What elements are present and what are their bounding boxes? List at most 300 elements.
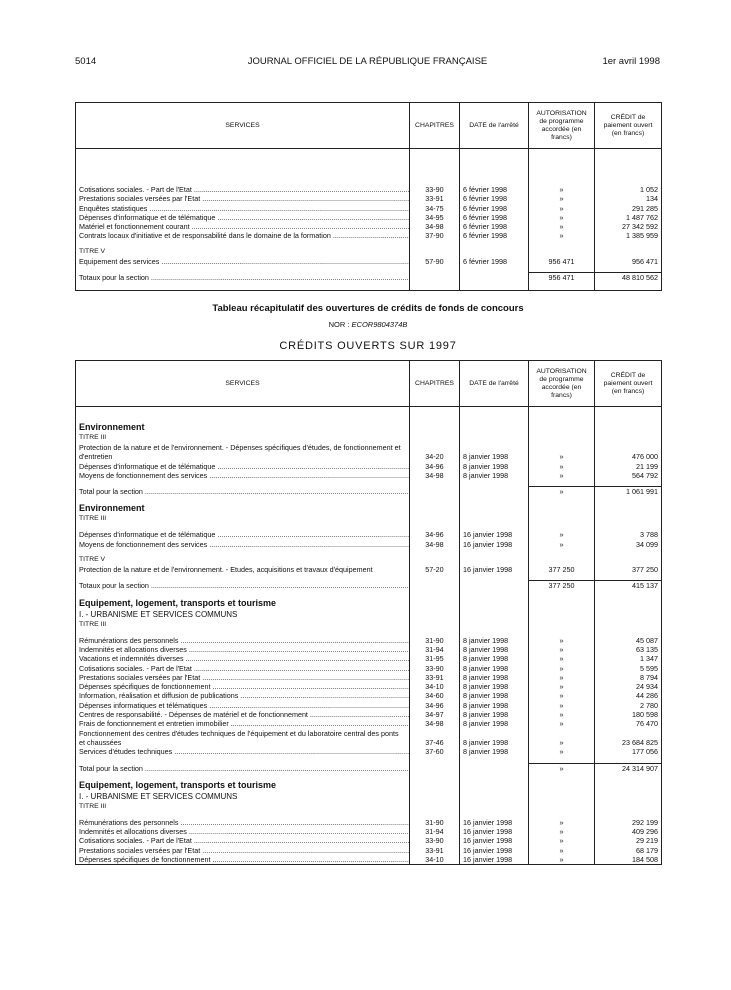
total-autorisation: » (529, 487, 595, 497)
empty-cell (410, 779, 460, 791)
empty-cell (410, 149, 460, 186)
date-cell: 16 janvier 1998 (460, 827, 529, 836)
credit-cell: 476 000 (595, 443, 662, 462)
section-heading-row (76, 421, 662, 433)
chapitre-cell: 34-60 (410, 691, 460, 700)
table-row (76, 185, 662, 194)
date-cell: 6 février 1998 (460, 213, 529, 222)
section-heading: Environnement (79, 503, 145, 514)
credit-cell: 377 250 (595, 565, 662, 574)
service-label: Centres de responsabilité. - Dépenses de matériel et de fonctionnement ..... (79, 710, 410, 719)
col-services: SERVICES (76, 361, 410, 407)
empty-cell (460, 407, 529, 422)
col-date: DATE de l'arrêté (460, 361, 529, 407)
chapitre-cell: 34-98 (410, 471, 460, 480)
empty-cell (410, 273, 460, 283)
chapitre-cell: 33-91 (410, 194, 460, 203)
empty-cell (410, 407, 460, 422)
service-cell (76, 710, 410, 719)
table-row (76, 682, 662, 691)
chapitre-cell: 37-60 (410, 747, 460, 756)
chapitre-cell: 34-75 (410, 204, 460, 213)
titre-heading: TITRE III (79, 434, 107, 441)
chapitre-cell: 34-95 (410, 213, 460, 222)
service-cell (76, 471, 410, 480)
chapitre-cell: 31-95 (410, 654, 460, 663)
credit-cell: 184 508 (595, 855, 662, 865)
total-row (76, 487, 662, 497)
empty-cell (460, 149, 529, 186)
empty-cell (529, 597, 595, 609)
table-row (76, 204, 662, 213)
service-cell (76, 185, 410, 194)
empty-cell (529, 620, 595, 630)
empty-cell (595, 555, 662, 565)
chapitre-cell: 34-96 (410, 701, 460, 710)
credit-cell: 292 199 (595, 818, 662, 827)
chapitre-cell: 31-94 (410, 645, 460, 654)
total-label-cell (76, 273, 410, 283)
date-cell: 8 janvier 1998 (460, 682, 529, 691)
credit-cell: 45 087 (595, 636, 662, 645)
table-row (76, 443, 662, 462)
service-cell (76, 691, 410, 700)
empty-cell (460, 247, 529, 257)
chapitre-cell: 34-10 (410, 682, 460, 691)
empty-cell (595, 791, 662, 802)
empty-cell (76, 282, 410, 291)
credit-cell: 76 470 (595, 719, 662, 728)
chapitre-cell: 34-20 (410, 443, 460, 462)
empty-cell (595, 514, 662, 524)
date-cell: 8 janvier 1998 (460, 443, 529, 462)
service-label: Dépenses spécifiques de fonctionnement ..... (79, 682, 410, 691)
titre-heading-row (76, 247, 662, 257)
chapitre-cell: 33-91 (410, 673, 460, 682)
service-cell (76, 827, 410, 836)
table-row (76, 701, 662, 710)
service-cell (76, 673, 410, 682)
total-label: Total pour la section ..... (79, 487, 410, 496)
spacer-row (76, 407, 662, 422)
total-label-cell (76, 487, 410, 497)
credit-cell: 21 199 (595, 462, 662, 471)
titre-heading: TITRE V (79, 556, 106, 564)
total-label-cell (76, 581, 410, 591)
titre-heading: TITRE III (79, 802, 107, 810)
empty-cell (410, 433, 460, 443)
table-row (76, 747, 662, 756)
tableau-title: Tableau récapitulatif des ouvertures de crédits de fonds de concours (212, 303, 524, 314)
service-label: Moyens de fonctionnement des services ..... (79, 540, 410, 549)
service-cell (76, 818, 410, 827)
date-cell: 8 janvier 1998 (460, 710, 529, 719)
date-cell: 8 janvier 1998 (460, 673, 529, 682)
empty-cell (529, 555, 595, 565)
service-label: Contrats locaux d'initiative et de responsabilité dans le domaine de la formation ..... (79, 231, 410, 240)
empty-cell (529, 407, 595, 422)
table-row (76, 673, 662, 682)
service-label: Dépenses d'informatique et de télématique ..... (79, 213, 410, 222)
total-label: Totaux pour la section ..... (79, 273, 410, 282)
empty-cell (460, 791, 529, 802)
credit-cell: 409 296 (595, 827, 662, 836)
autorisation-cell: » (529, 222, 595, 231)
service-cell (76, 836, 410, 845)
total-row (76, 273, 662, 283)
service-label: Dépenses d'informatique et de télématique ..... (79, 462, 410, 471)
table-row (76, 257, 662, 266)
credit-cell: 2 780 (595, 701, 662, 710)
credit-cell: 564 792 (595, 471, 662, 480)
empty-cell (460, 421, 529, 433)
empty-cell (595, 149, 662, 186)
service-label: Enquêtes statistiques ..... (79, 204, 410, 213)
autorisation-cell: » (529, 185, 595, 194)
date-cell: 16 janvier 1998 (460, 836, 529, 845)
service-label: Indemnités et allocations diverses ..... (79, 827, 410, 836)
credit-cell: 1 487 762 (595, 213, 662, 222)
autorisation-cell: » (529, 747, 595, 756)
empty-cell (460, 514, 529, 524)
service-cell (76, 222, 410, 231)
empty-cell (410, 555, 460, 565)
nor-label: NOR : (328, 320, 350, 329)
empty-cell (529, 609, 595, 620)
date-cell: 6 février 1998 (460, 204, 529, 213)
table-row (76, 691, 662, 700)
empty-cell (410, 282, 460, 291)
chapitre-cell: 31-90 (410, 636, 460, 645)
autorisation-cell: 377 250 (529, 565, 595, 574)
service-cell (76, 729, 410, 748)
date-cell: 6 février 1998 (460, 194, 529, 203)
date-cell: 16 janvier 1998 (460, 846, 529, 855)
total-credit: 1 061 991 (595, 487, 662, 497)
col-date: DATE de l'arrêté (460, 103, 529, 149)
table-row (76, 719, 662, 728)
empty-cell (529, 282, 595, 291)
service-label: Prestations sociales versées par l'Etat ..... (79, 846, 410, 855)
total-autorisation: 956 471 (529, 273, 595, 283)
credit-cell: 291 285 (595, 204, 662, 213)
col-services: SERVICES (76, 103, 410, 149)
subsection-heading: I. - URBANISME ET SERVICES COMMUNS (79, 609, 238, 619)
section-heading-row (76, 597, 662, 609)
service-label: Fonctionnement des centres d'études techniques de l'équipement et du laboratoire central des ponts et chaussées (79, 728, 399, 747)
date-cell: 8 janvier 1998 (460, 654, 529, 663)
empty-cell (595, 282, 662, 291)
chapitre-cell: 37-46 (410, 729, 460, 748)
credit-cell: 177 056 (595, 747, 662, 756)
date-cell: 8 janvier 1998 (460, 471, 529, 480)
issue-date: 1er avril 1998 (602, 56, 660, 67)
autorisation-cell: 956 471 (529, 257, 595, 266)
service-cell (76, 194, 410, 203)
credit-cell: 1 052 (595, 185, 662, 194)
table-row (76, 565, 662, 574)
empty-cell (410, 620, 460, 630)
empty-cell (595, 247, 662, 257)
credit-cell: 180 598 (595, 710, 662, 719)
autorisation-cell: » (529, 701, 595, 710)
autorisation-cell: » (529, 836, 595, 845)
subsection-heading: I. - URBANISME ET SERVICES COMMUNS (79, 791, 238, 801)
autorisation-cell: » (529, 213, 595, 222)
credits-title: CRÉDITS OUVERTS SUR 1997 (279, 340, 457, 352)
service-label: Protection de la nature et de l'environnement. - Dépenses spécifiques d'études, de fonctionnement et d'entretien (79, 443, 401, 462)
autorisation-cell: » (529, 443, 595, 462)
service-cell (76, 719, 410, 728)
chapitre-cell: 31-90 (410, 818, 460, 827)
service-label: Cotisations sociales. - Part de l'Etat ..... (79, 836, 410, 845)
service-label: Matériel et fonctionnement courant ..... (79, 222, 410, 231)
table-row (76, 462, 662, 471)
empty-cell (529, 779, 595, 791)
titre-heading-row (76, 555, 662, 565)
col-credit: CRÉDIT de paiement ouvert (en francs) (595, 103, 662, 149)
empty-cell (460, 802, 529, 812)
table-row (76, 530, 662, 539)
service-label: Indemnités et allocations diverses ..... (79, 645, 410, 654)
section-heading-row (76, 502, 662, 514)
service-cell (76, 204, 410, 213)
autorisation-cell: » (529, 855, 595, 865)
autorisation-cell: » (529, 530, 595, 539)
service-cell (76, 747, 410, 756)
credit-cell: 134 (595, 194, 662, 203)
credit-cell: 5 595 (595, 664, 662, 673)
empty-cell (460, 597, 529, 609)
credit-cell: 29 219 (595, 836, 662, 845)
service-cell (76, 682, 410, 691)
date-cell: 8 janvier 1998 (460, 636, 529, 645)
titre-heading: TITRE III (79, 620, 107, 628)
empty-cell (460, 581, 529, 591)
empty-cell (460, 433, 529, 443)
service-cell (76, 846, 410, 855)
chapitre-cell: 31-94 (410, 827, 460, 836)
empty-cell (460, 620, 529, 630)
credit-cell: 3 788 (595, 530, 662, 539)
autorisation-cell: » (529, 194, 595, 203)
empty-cell (410, 791, 460, 802)
credit-cell: 8 794 (595, 673, 662, 682)
subsection-heading-row (76, 609, 662, 620)
service-label: Dépenses d'informatique et de télématique ..... (79, 530, 410, 539)
table-row (76, 664, 662, 673)
page-header (75, 56, 660, 70)
table-row (76, 855, 662, 865)
autorisation-cell: » (529, 231, 595, 240)
autorisation-cell: » (529, 204, 595, 213)
titre-heading-row (76, 433, 662, 443)
service-label: Equipement des services ..... (79, 257, 410, 266)
total-autorisation: » (529, 763, 595, 773)
titre-heading-row (76, 620, 662, 630)
empty-cell (595, 433, 662, 443)
empty-cell (410, 247, 460, 257)
table-row (76, 540, 662, 549)
empty-cell (410, 487, 460, 497)
service-cell (76, 855, 410, 865)
section-heading: Equipement, logement, transports et tourisme (79, 779, 277, 790)
service-label: Prestations sociales versées par l'Etat ..... (79, 673, 410, 682)
autorisation-cell: » (529, 710, 595, 719)
chapitre-cell: 34-96 (410, 530, 460, 539)
service-cell (76, 636, 410, 645)
total-autorisation: 377 250 (529, 581, 595, 591)
credit-cell: 68 179 (595, 846, 662, 855)
service-cell (76, 231, 410, 240)
date-cell: 8 janvier 1998 (460, 719, 529, 728)
autorisation-cell: » (529, 846, 595, 855)
autorisation-cell: » (529, 471, 595, 480)
empty-cell (529, 502, 595, 514)
table-row (76, 827, 662, 836)
subsection-heading-row (76, 791, 662, 802)
autorisation-cell: » (529, 682, 595, 691)
empty-cell (410, 502, 460, 514)
empty-cell (595, 802, 662, 812)
credit-cell: 27 342 592 (595, 222, 662, 231)
titre-heading-row (76, 514, 662, 524)
service-label: Dépenses spécifiques de fonctionnement ..... (79, 855, 410, 864)
total-row (76, 763, 662, 773)
date-cell: 8 janvier 1998 (460, 462, 529, 471)
credit-cell: 34 099 (595, 540, 662, 549)
autorisation-cell: » (529, 818, 595, 827)
service-cell (76, 701, 410, 710)
table-row (76, 836, 662, 845)
service-cell (76, 565, 410, 574)
service-label: Vacations et indemnités diverses ..... (79, 654, 410, 663)
service-label: Rémunérations des personnels ..... (79, 636, 410, 645)
autorisation-cell: » (529, 645, 595, 654)
autorisation-cell: » (529, 827, 595, 836)
date-cell: 6 février 1998 (460, 257, 529, 266)
date-cell: 8 janvier 1998 (460, 729, 529, 748)
total-label: Total pour la section ..... (79, 764, 410, 773)
autorisation-cell: » (529, 719, 595, 728)
chapitre-cell: 34-98 (410, 540, 460, 549)
empty-cell (410, 581, 460, 591)
service-label: Services d'études techniques ..... (79, 747, 410, 756)
credit-cell: 24 934 (595, 682, 662, 691)
titre-heading-row (76, 802, 662, 812)
empty-cell (410, 802, 460, 812)
table-row (76, 636, 662, 645)
empty-cell (76, 407, 410, 422)
total-credit: 24 314 907 (595, 763, 662, 773)
empty-cell (410, 514, 460, 524)
autorisation-cell: » (529, 673, 595, 682)
empty-cell (460, 282, 529, 291)
date-cell: 16 janvier 1998 (460, 818, 529, 827)
table-row (76, 654, 662, 663)
autorisation-cell: » (529, 540, 595, 549)
chapitre-cell: 33-90 (410, 185, 460, 194)
empty-cell (410, 597, 460, 609)
empty-cell (595, 597, 662, 609)
empty-cell (529, 421, 595, 433)
total-label: Totaux pour la section ..... (79, 581, 410, 590)
empty-cell (595, 502, 662, 514)
service-cell (76, 257, 410, 266)
chapitre-cell: 33-91 (410, 846, 460, 855)
credit-cell: 956 471 (595, 257, 662, 266)
empty-cell (595, 620, 662, 630)
nor-reference (75, 320, 661, 329)
credit-cell: 1 385 959 (595, 231, 662, 240)
empty-cell (595, 407, 662, 422)
service-cell (76, 664, 410, 673)
col-chapitres: CHAPITRES (410, 103, 460, 149)
credit-cell: 44 286 (595, 691, 662, 700)
empty-cell (529, 247, 595, 257)
date-cell: 6 février 1998 (460, 222, 529, 231)
service-cell (76, 530, 410, 539)
empty-cell (410, 609, 460, 620)
autorisation-cell: » (529, 691, 595, 700)
service-label: Dépenses informatiques et télématiques ..... (79, 701, 410, 710)
empty-cell (410, 763, 460, 773)
empty-cell (529, 433, 595, 443)
chapitre-cell: 57-90 (410, 257, 460, 266)
col-chapitres: CHAPITRES (410, 361, 460, 407)
date-cell: 8 janvier 1998 (460, 691, 529, 700)
chapitre-cell: 34-10 (410, 855, 460, 865)
table-credits-2 (75, 360, 662, 865)
empty-cell (595, 421, 662, 433)
service-cell (76, 462, 410, 471)
service-cell (76, 443, 410, 462)
empty-cell (410, 421, 460, 433)
chapitre-cell: 33-90 (410, 836, 460, 845)
empty-cell (460, 763, 529, 773)
table-row (76, 645, 662, 654)
nor-code: ECOR9804374B (351, 320, 408, 329)
table-row (76, 710, 662, 719)
service-label: Prestations sociales versées par l'Etat ..... (79, 194, 410, 203)
empty-cell (595, 779, 662, 791)
empty-cell (460, 502, 529, 514)
empty-cell (460, 609, 529, 620)
date-cell: 8 janvier 1998 (460, 701, 529, 710)
service-label: Rémunérations des personnels ..... (79, 818, 410, 827)
service-label: Cotisations sociales. - Part de l'Etat ..... (79, 664, 410, 673)
table-row (76, 471, 662, 480)
total-credit: 48 810 562 (595, 273, 662, 283)
col-credit: CRÉDIT de paiement ouvert (en francs) (595, 361, 662, 407)
service-cell (76, 213, 410, 222)
table-row (76, 213, 662, 222)
empty-cell (460, 487, 529, 497)
empty-cell (529, 149, 595, 186)
empty-cell (595, 609, 662, 620)
service-label: Cotisations sociales. - Part de l'Etat ..... (79, 185, 410, 194)
date-cell: 16 janvier 1998 (460, 530, 529, 539)
section-heading: Equipement, logement, transports et tourisme (79, 597, 277, 608)
service-label: Protection de la nature et de l'environnement. - Etudes, acquisitions et travaux d'équipement (79, 565, 373, 575)
table-row (76, 729, 662, 748)
table-row (76, 194, 662, 203)
page-number: 5014 (75, 56, 97, 67)
date-cell: 16 janvier 1998 (460, 855, 529, 865)
autorisation-cell: » (529, 664, 595, 673)
table-row (76, 231, 662, 240)
chapitre-cell: 34-97 (410, 710, 460, 719)
